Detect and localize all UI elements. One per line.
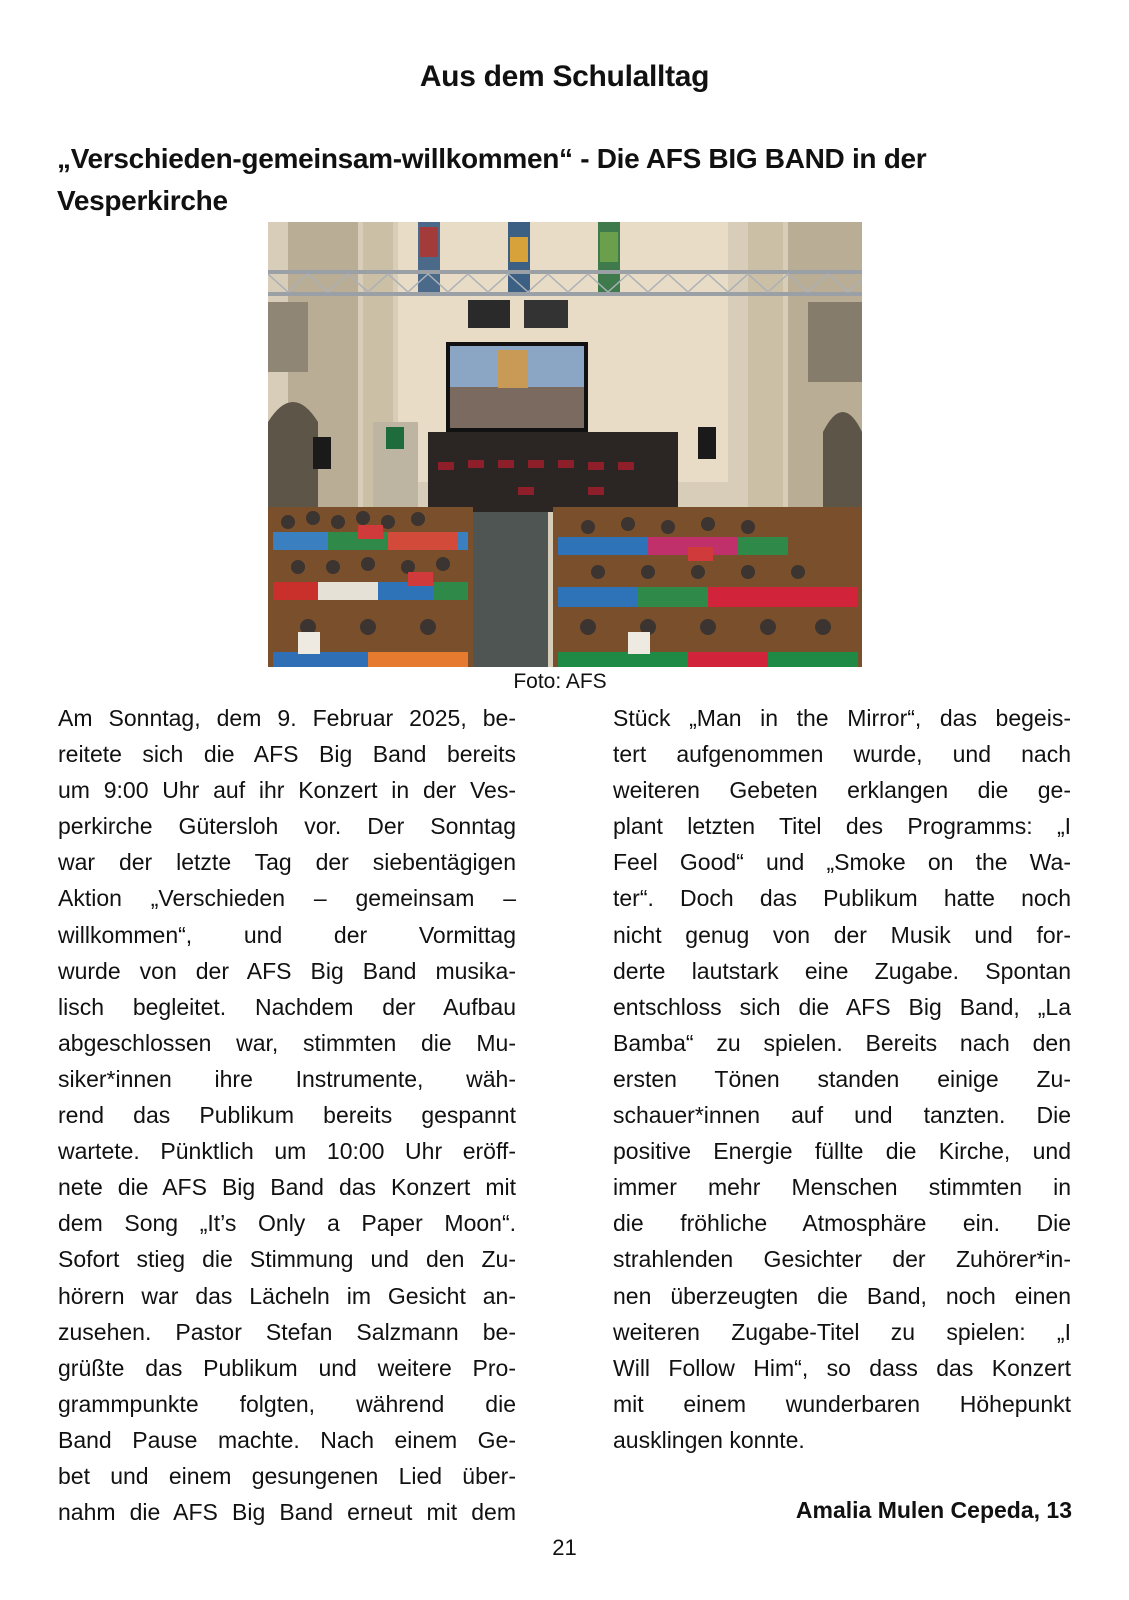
article-text-line: abgeschlossen war, stimmten die Mu- — [58, 1029, 516, 1056]
article-text-line: weiteren Zugabe-Titel zu spielen: „I — [613, 1318, 1071, 1345]
article-text-line: nicht genug von der Musik und for- — [613, 921, 1071, 948]
article-text-line: nen überzeugten die Band, noch einen — [613, 1282, 1071, 1309]
article-text-line: zusehen. Pastor Stefan Salzmann be- — [58, 1318, 516, 1345]
page-number: 21 — [552, 1535, 577, 1560]
article-text-line: Band Pause machte. Nach einem Ge- — [58, 1426, 516, 1453]
article-text-line: mit einem wunderbaren Höhepunkt — [613, 1390, 1071, 1417]
article-text-line: schauer*innen auf und tanzten. Die — [613, 1102, 1071, 1129]
article-text-line: wartete. Pünktlich um 10:00 Uhr eröff- — [58, 1138, 516, 1165]
article-text-line: grammpunkte folgten, während die — [58, 1390, 516, 1417]
article-title: „Verschieden-gemeinsam-willkommen“ - Die AFS BIG BAND in der Vesperkirche — [57, 143, 927, 216]
article-text-line: um 9:00 Uhr auf ihr Konzert in der Ves- — [58, 777, 516, 804]
article-text-line: siker*innen ihre Instrumente, wäh- — [58, 1065, 516, 1092]
article-text-line: wurde von der AFS Big Band musika- — [58, 957, 516, 984]
article-text-line: Aktion „Verschieden – gemeinsam – — [58, 885, 516, 912]
article-text-line: dem Song „It’s Only a Paper Moon“. — [58, 1210, 516, 1237]
article-text-line: willkommen“, und der Vormittag — [58, 921, 516, 948]
article-text-line: nete die AFS Big Band das Konzert mit — [58, 1174, 516, 1201]
article-text-line: ter“. Doch das Publikum hatte noch — [613, 885, 1071, 912]
article-text-line: war der letzte Tag der siebentägigen — [58, 849, 516, 876]
article-text-line: Am Sonntag, dem 9. Februar 2025, be- — [58, 705, 516, 731]
article-text-line: reitete sich die AFS Big Band bereits — [58, 741, 516, 768]
photo-caption: Foto: AFS — [513, 670, 607, 693]
article-column-left — [58, 700, 516, 1530]
article-text-line: strahlenden Gesichter der Zuhörer*in- — [613, 1246, 1071, 1273]
article-text-line: immer mehr Menschen stimmten in — [613, 1174, 1071, 1201]
article-text-line: ersten Tönen standen einige Zu- — [613, 1065, 1071, 1092]
article-text-line: Will Follow Him“, so dass das Konzert — [613, 1354, 1071, 1381]
article-text-line: Stück „Man in the Mirror“, das begeis- — [613, 705, 1071, 731]
article-text-line: perkirche Gütersloh vor. Der Sonntag — [58, 813, 516, 840]
article-text-line: rend das Publikum bereits gespannt — [58, 1102, 516, 1129]
article-text-line: tert aufgenommen wurde, und nach — [613, 741, 1071, 768]
article-text-line: Feel Good“ und „Smoke on the Wa- — [613, 849, 1071, 876]
article-text-line: lisch begleitet. Nachdem der Aufbau — [58, 993, 516, 1020]
article-text-line: nahm die AFS Big Band erneut mit dem — [58, 1499, 516, 1526]
article-text-line: Bamba“ zu spielen. Bereits nach den — [613, 1029, 1071, 1056]
author-byline: Amalia Mulen Cepeda, 13 — [795, 1497, 1072, 1523]
article-text-line: positive Energie füllte die Kirche, und — [613, 1138, 1071, 1165]
article-text-line: plant letzten Titel des Programms: „I — [613, 813, 1071, 840]
article-text-line: Sofort stieg die Stimmung und den Zu- — [58, 1246, 516, 1273]
article-text-line: ausklingen konnte. — [613, 1426, 805, 1453]
section-title: Aus dem Schulalltag — [419, 60, 710, 93]
article-text-line: hörern war das Lächeln im Gesicht an- — [58, 1282, 516, 1309]
article-text-line: derte lautstark eine Zugabe. Spontan — [613, 957, 1071, 984]
article-text-line: entschloss sich die AFS Big Band, „La — [613, 993, 1071, 1020]
article-text-line: weiteren Gebeten erklangen die ge- — [613, 777, 1071, 804]
article-column-right — [613, 700, 1071, 1458]
article-text-line: bet und einem gesungenen Lied über- — [58, 1462, 516, 1489]
article-text-line: grüßte das Publikum und weitere Pro- — [58, 1354, 516, 1381]
article-text-line: die fröhliche Atmosphäre ein. Die — [613, 1210, 1071, 1237]
article-photo — [268, 222, 862, 667]
